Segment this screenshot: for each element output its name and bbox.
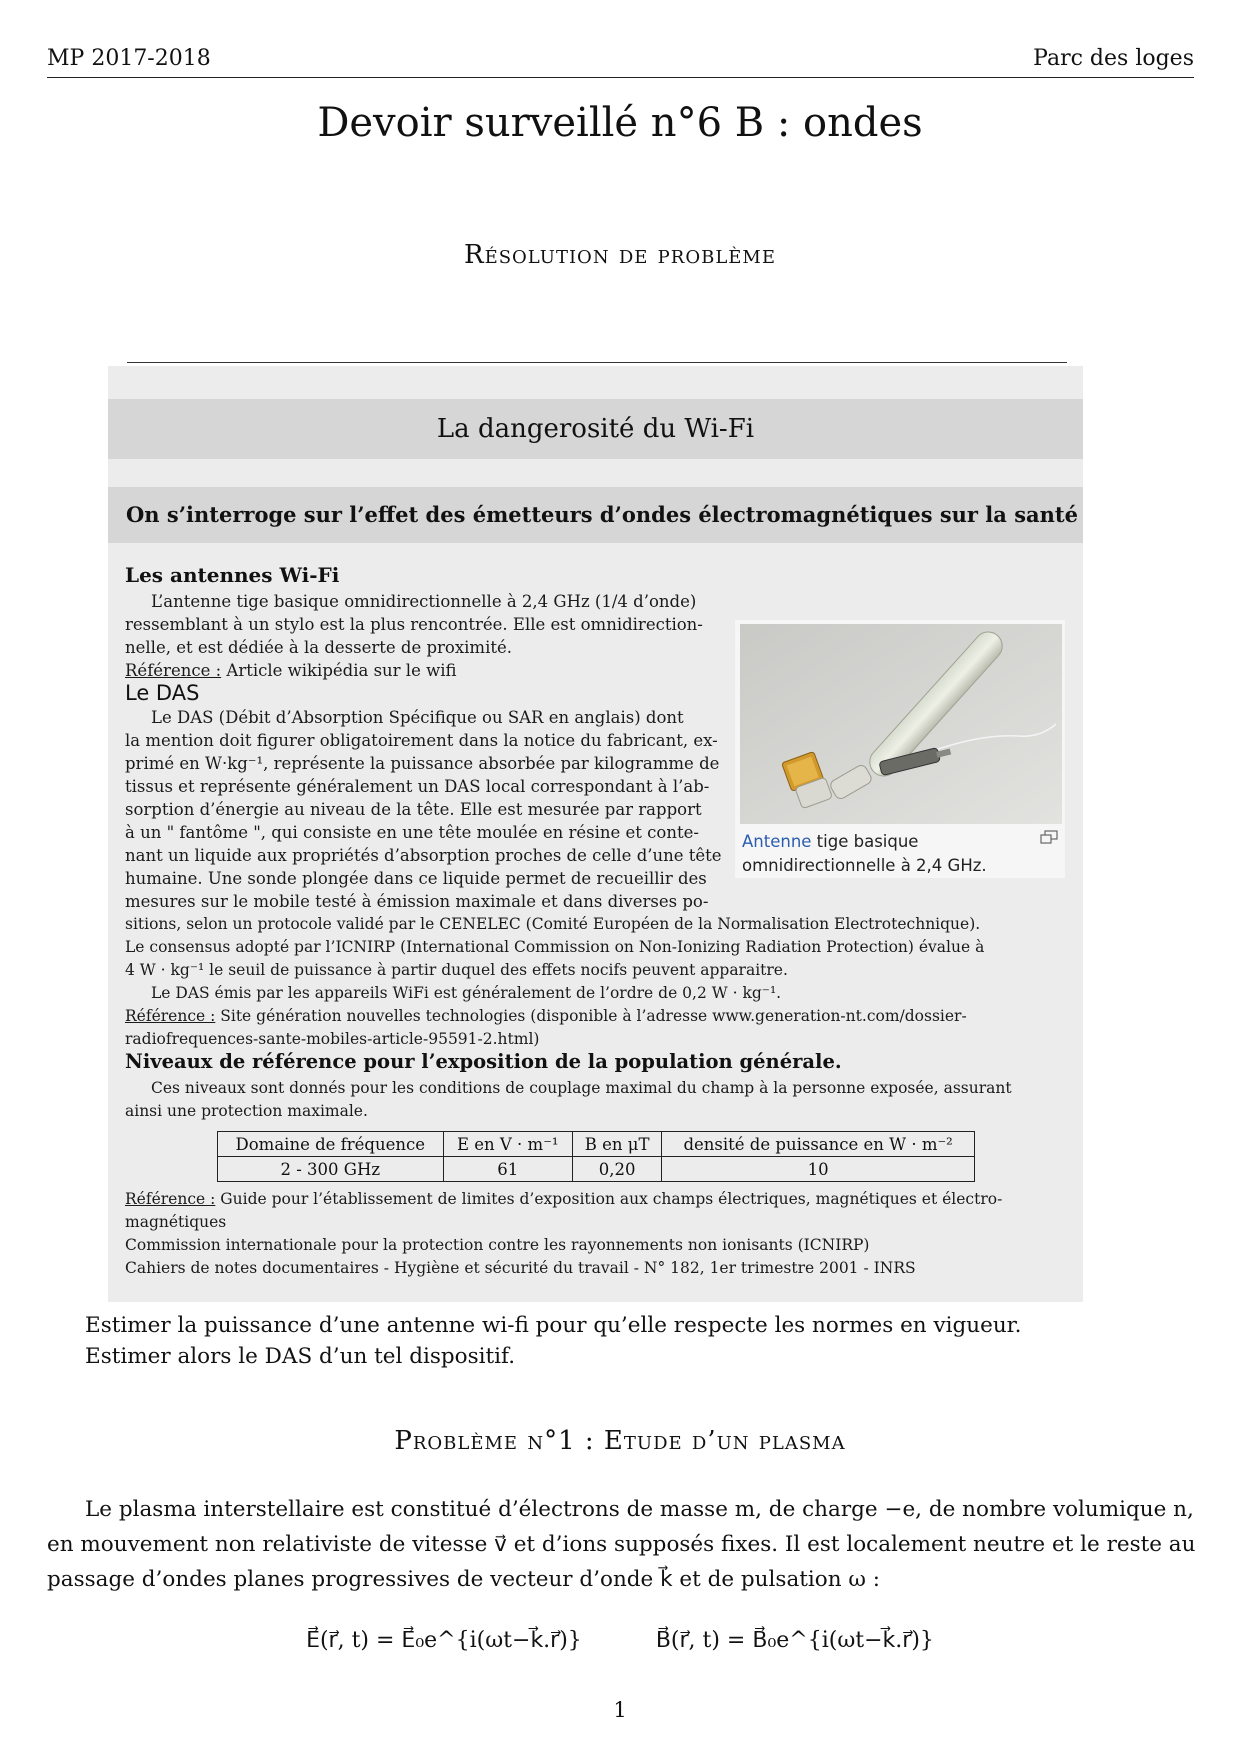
das-line: nant un liquide aux propriétés d’absorption proches de celle d’une tête bbox=[125, 846, 722, 865]
plasma-line: Le plasma interstellaire est constitué d’électrons de masse m, de charge −e, de nombre volumique n, bbox=[85, 1497, 1194, 1522]
document-question-text: On s’interroge sur l’effet des émetteurs d’ondes électromagnétiques sur la santé bbox=[126, 502, 1078, 527]
niveaux-reference-cont: magnétiques bbox=[125, 1213, 227, 1231]
reference-label: Référence : bbox=[125, 661, 222, 680]
header-rule bbox=[47, 77, 1194, 78]
document-question bbox=[108, 487, 1083, 543]
plasma-line: en mouvement non relativiste de vitesse v⃗ et d’ions supposés fixes. Il est localement neutre et le reste au bbox=[47, 1532, 1196, 1557]
das-line: Le consensus adopté par l’ICNIRP (International Commission on Non-Ionizing Radiation Protection) évalue à bbox=[125, 938, 985, 956]
probleme-title: Problème n°1 : Etude d’un plasma bbox=[394, 1426, 846, 1456]
antennes-line: nelle, et est dédiée à la desserte de proximité. bbox=[125, 638, 512, 657]
das-line: tissus et représente généralement un DAS local correspondant à l’ab- bbox=[125, 777, 710, 796]
caption-text: omnidirectionnelle à 2,4 GHz. bbox=[742, 856, 987, 875]
das-line: mesures sur le mobile testé à émission maximale et dans diverses po- bbox=[125, 892, 709, 911]
enlarge-icon[interactable] bbox=[1040, 830, 1058, 844]
niveaux-reference-cont: Commission internationale pour la protection contre les rayonnements non ionisants (ICNIRP) bbox=[125, 1236, 870, 1254]
page-title: Devoir surveillé n°6 B : ondes bbox=[317, 100, 923, 146]
caption-link[interactable]: Antenne bbox=[742, 832, 812, 851]
table-row bbox=[218, 1157, 975, 1182]
niveaux-line: Ces niveaux sont donnés pour les conditions de couplage maximal du champ à la personne exposée, assurant bbox=[151, 1079, 1012, 1097]
antennes-line: L’antenne tige basique omnidirectionnelle à 2,4 GHz (1/4 d’onde) bbox=[151, 592, 697, 611]
reference-text: Article wikipédia sur le wifi bbox=[221, 661, 457, 680]
antennes-reference bbox=[125, 659, 725, 682]
table-cell: 0,20 bbox=[572, 1157, 661, 1182]
plasma-line: passage d’ondes planes progressives de vecteur d’onde k⃗ et de pulsation ω : bbox=[47, 1567, 881, 1592]
das-line: humaine. Une sonde plongée dans ce liquide permet de recueillir des bbox=[125, 869, 707, 888]
reference-text: Guide pour l’établissement de limites d’exposition aux champs électriques, magnétiques et électro- bbox=[215, 1190, 1003, 1208]
question-block bbox=[85, 1310, 1021, 1372]
niveaux-heading: Niveaux de référence pour l’exposition de la population générale. bbox=[125, 1050, 842, 1073]
page-number: 1 bbox=[613, 1698, 627, 1722]
das-paragraph-narrow bbox=[125, 706, 725, 913]
table-cell: 2 - 300 GHz bbox=[218, 1157, 444, 1182]
reference-text: Site génération nouvelles technologies (disponible à l’adresse www.generation-nt.com/dossier- bbox=[215, 1007, 967, 1025]
das-reference-cont: radiofrequences-sante-mobiles-article-95591-2.html) bbox=[125, 1030, 540, 1048]
reference-label: Référence : bbox=[125, 1007, 216, 1025]
question-line: Estimer alors le DAS d’un tel dispositif. bbox=[85, 1344, 516, 1369]
header-right: Parc des loges bbox=[1033, 46, 1194, 71]
table-header-cell: B en μT bbox=[572, 1132, 661, 1157]
das-line: primé en W·kg⁻¹, représente la puissance absorbée par kilogramme de bbox=[125, 754, 720, 773]
antenna-photo[interactable] bbox=[740, 624, 1062, 824]
das-line: 4 W · kg⁻¹ le seuil de puissance à partir duquel des effets nocifs peuvent apparaitre. bbox=[125, 961, 788, 979]
das-line: sitions, selon un protocole validé par le CENELEC (Comité Européen de la Normalisation Electrotechnique). bbox=[125, 915, 981, 933]
equation-e: E⃗(r⃗, t) = E⃗₀e^{i(ωt−k⃗.r⃗)} bbox=[306, 1628, 582, 1653]
photo-caption bbox=[742, 830, 1042, 878]
equation-b: B⃗(r⃗, t) = B⃗₀e^{i(ωt−k⃗.r⃗)} bbox=[655, 1628, 934, 1653]
table-header-cell: densité de puissance en W · m⁻² bbox=[662, 1132, 975, 1157]
table-cell: 10 bbox=[662, 1157, 975, 1182]
caption-text: tige basique bbox=[811, 832, 919, 851]
niveaux-reference bbox=[125, 1188, 1070, 1211]
antennes-heading: Les antennes Wi-Fi bbox=[125, 563, 340, 587]
table-header-cell: Domaine de fréquence bbox=[218, 1132, 444, 1157]
das-paragraph-wide bbox=[125, 913, 1070, 1051]
niveaux-paragraph bbox=[125, 1077, 1070, 1123]
document-top-rule bbox=[127, 362, 1067, 363]
niveaux-line: ainsi une protection maximale. bbox=[125, 1102, 368, 1120]
header-left: MP 2017-2018 bbox=[47, 46, 211, 71]
question-line: Estimer la puissance d’une antenne wi-fi pour qu’elle respecte les normes en vigueur. bbox=[85, 1313, 1022, 1338]
plasma-paragraph bbox=[47, 1492, 1197, 1597]
das-line: Le DAS (Débit d’Absorption Spécifique ou SAR en anglais) dont bbox=[151, 708, 684, 727]
reference-label: Référence : bbox=[125, 1190, 216, 1208]
table-header-row bbox=[218, 1132, 975, 1157]
das-line: la mention doit figurer obligatoirement dans la notice du fabricant, ex- bbox=[125, 731, 718, 750]
table-cell: 61 bbox=[443, 1157, 572, 1182]
niveaux-reference-cont: Cahiers de notes documentaires - Hygiène et sécurité du travail - N° 182, 1er trimestre 2001 - INRS bbox=[125, 1259, 916, 1277]
niveaux-references bbox=[125, 1188, 1070, 1280]
document-banner: La dangerosité du Wi-Fi bbox=[108, 399, 1083, 459]
das-heading: Le DAS bbox=[125, 681, 200, 705]
das-reference bbox=[125, 1005, 1070, 1028]
section-subtitle: Résolution de problème bbox=[464, 240, 776, 270]
equations bbox=[0, 1628, 1240, 1653]
das-line: sorption d’énergie au niveau de la tête. Elle est mesurée par rapport bbox=[125, 800, 702, 819]
antennes-paragraph bbox=[125, 590, 725, 682]
table-header-cell: E en V · m⁻¹ bbox=[443, 1132, 572, 1157]
reference-levels-table bbox=[217, 1131, 975, 1182]
das-line: à un " fantôme ", qui consiste en une tête moulée en résine et conte- bbox=[125, 823, 699, 842]
antennes-line: ressemblant à un stylo est la plus rencontrée. Elle est omnidirection- bbox=[125, 615, 703, 634]
das-wifi-line: Le DAS émis par les appareils WiFi est généralement de l’ordre de 0,2 W · kg⁻¹. bbox=[151, 984, 782, 1002]
